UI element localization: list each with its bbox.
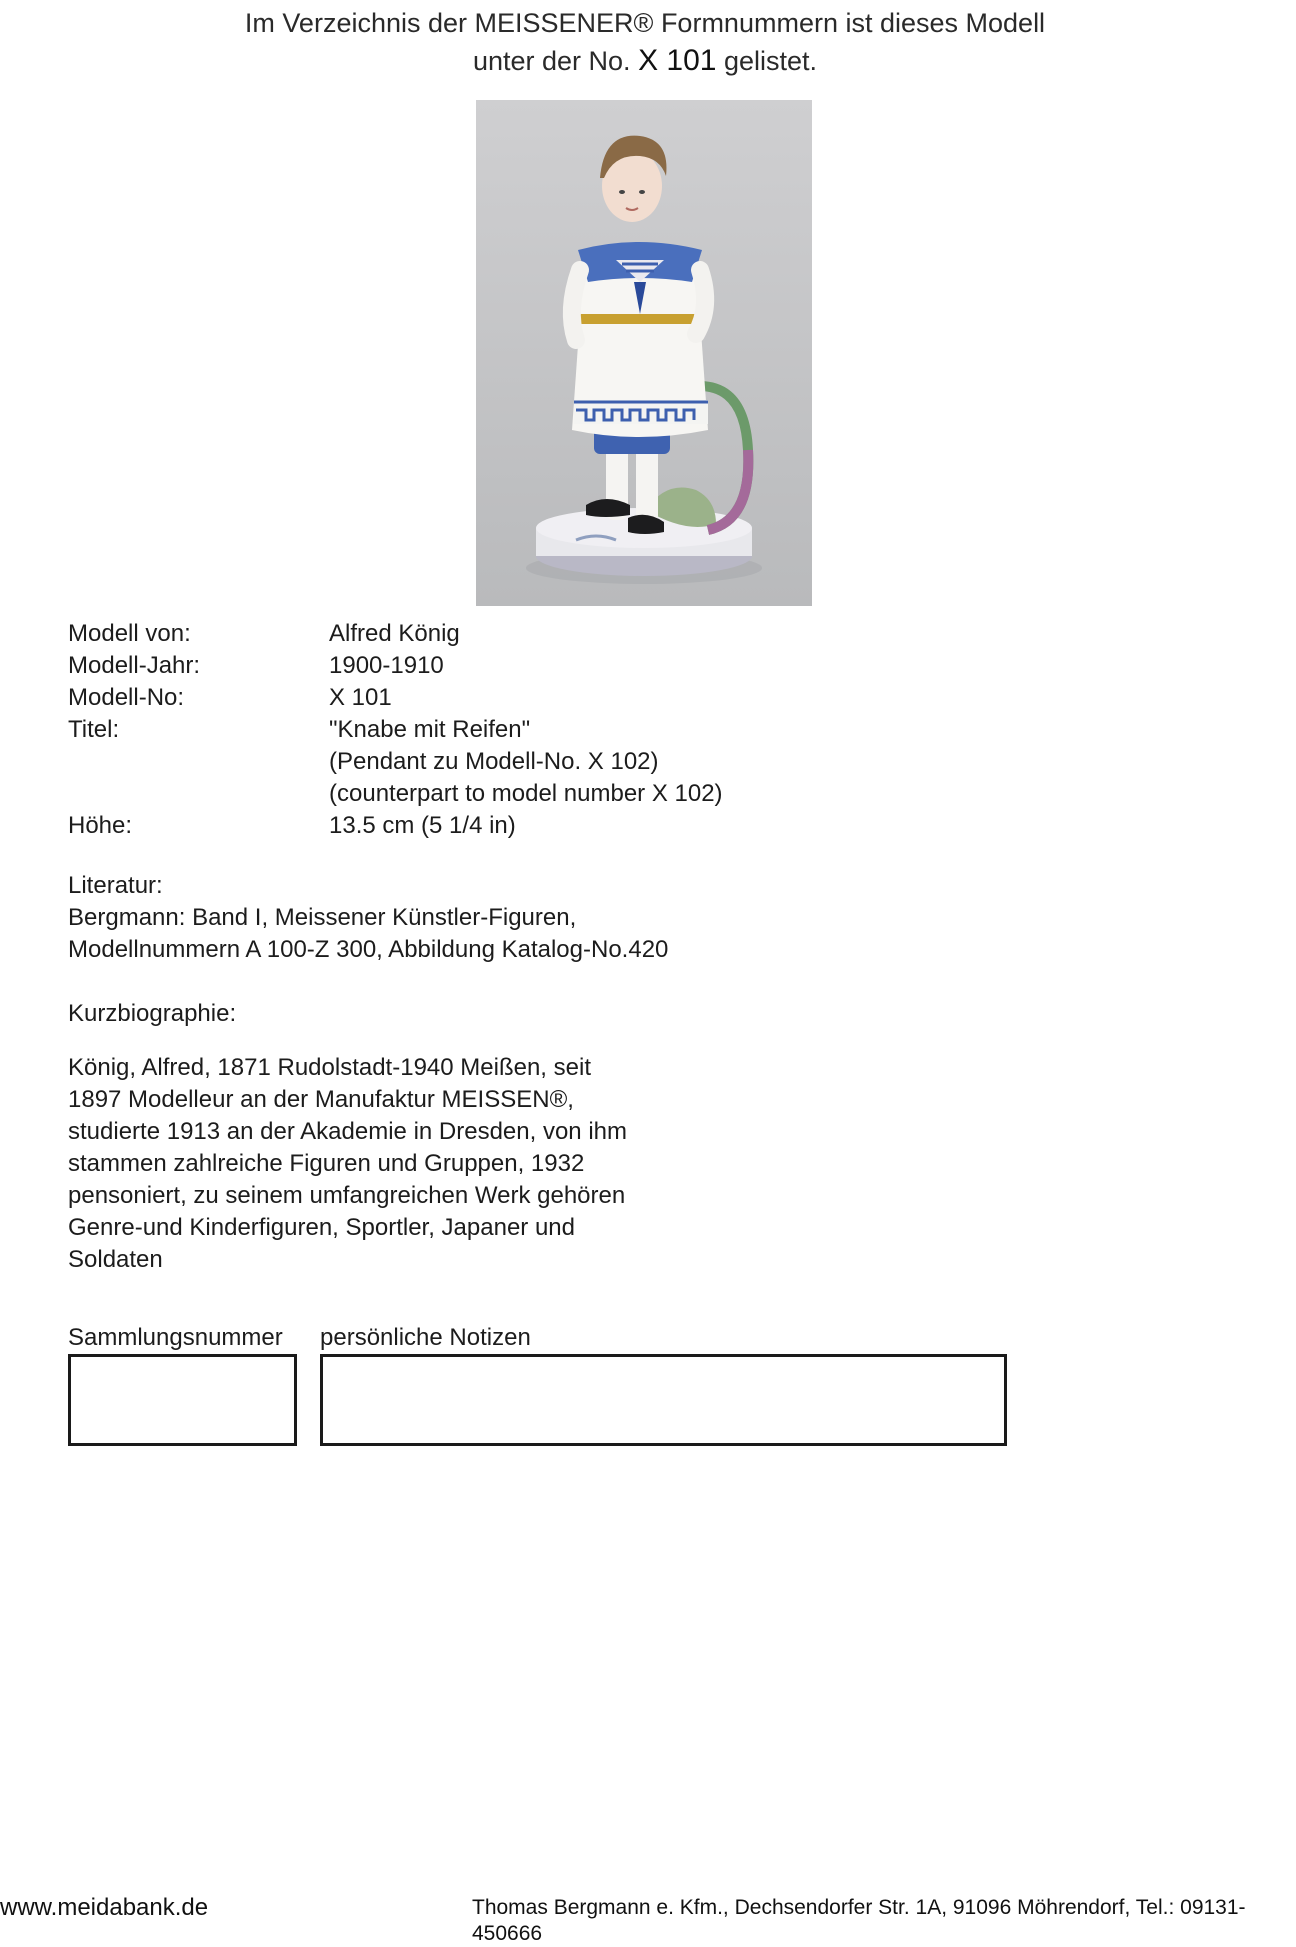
- bio-line: 1897 Modelleur an der Manufaktur MEISSEN®,: [68, 1086, 574, 1113]
- model-number: X 101: [638, 44, 717, 77]
- footer-address: Thomas Bergmann e. Kfm., Dechsendorfer Str. 1A, 91096 Möhrendorf, Tel.: 09131-450666: [472, 1896, 1246, 1945]
- detail-value: Alfred König: [329, 620, 460, 647]
- detail-value: (Pendant zu Modell-No. X 102): [329, 748, 659, 775]
- model-details: [68, 618, 723, 842]
- biography-text: [68, 1052, 627, 1276]
- detail-row: [68, 714, 723, 746]
- detail-label: [68, 778, 329, 810]
- detail-row: [68, 778, 723, 810]
- bio-line: pensoniert, zu seinem umfangreichen Werk gehören: [68, 1182, 626, 1209]
- collection-number-label: Sammlungsnummer: [68, 1324, 283, 1351]
- personal-notes-box[interactable]: [320, 1354, 1007, 1446]
- detail-label: [68, 746, 329, 778]
- detail-label: Höhe:: [68, 812, 133, 839]
- literature-line: Bergmann: Band I, Meissener Künstler-Figuren,: [68, 904, 577, 931]
- header-prefix: unter der No.: [472, 46, 631, 76]
- detail-row: [68, 810, 723, 842]
- header-line-1: Im Verzeichnis der MEISSENER® Formnummern ist dieses Modell: [244, 8, 1046, 38]
- bio-line: studierte 1913 an der Akademie in Dresden, von ihm: [68, 1118, 627, 1145]
- bio-line: König, Alfred, 1871 Rudolstadt-1940 Meißen, seit: [68, 1054, 591, 1081]
- collection-number-box[interactable]: [68, 1354, 297, 1446]
- detail-row: [68, 682, 723, 714]
- detail-row: [68, 650, 723, 682]
- literature-line: Modellnummern A 100-Z 300, Abbildung Katalog-No.420: [68, 936, 669, 963]
- detail-value: X 101: [329, 684, 392, 711]
- literature-section: [68, 870, 668, 966]
- personal-notes-label: persönliche Notizen: [320, 1324, 531, 1351]
- footer-website[interactable]: www.meidabank.de: [0, 1894, 209, 1921]
- porcelain-figurine-illustration: [476, 100, 812, 606]
- detail-row: [68, 746, 723, 778]
- biography-heading: Kurzbiographie:: [68, 1000, 237, 1027]
- header-line-2: [0, 42, 1290, 80]
- page-header: [0, 4, 1290, 80]
- detail-value: "Knabe mit Reifen": [329, 716, 531, 743]
- detail-label: Modell von:: [68, 620, 191, 647]
- detail-label: Modell-No:: [68, 684, 185, 711]
- bio-line: Genre-und Kinderfiguren, Sportler, Japaner und: [68, 1214, 575, 1241]
- detail-value: (counterpart to model number X 102): [329, 780, 723, 807]
- detail-row: [68, 618, 723, 650]
- detail-label: Titel:: [68, 716, 120, 743]
- detail-value: 13.5 cm (5 1/4 in): [329, 812, 516, 839]
- detail-value: 1900-1910: [329, 652, 444, 679]
- detail-label: Modell-Jahr:: [68, 652, 201, 679]
- header-suffix: gelistet.: [723, 46, 818, 76]
- figurine-photo: [476, 100, 812, 606]
- bio-line: Soldaten: [68, 1246, 163, 1273]
- bio-line: stammen zahlreiche Figuren und Gruppen, 1932: [68, 1150, 585, 1177]
- literature-heading: Literatur:: [68, 872, 163, 899]
